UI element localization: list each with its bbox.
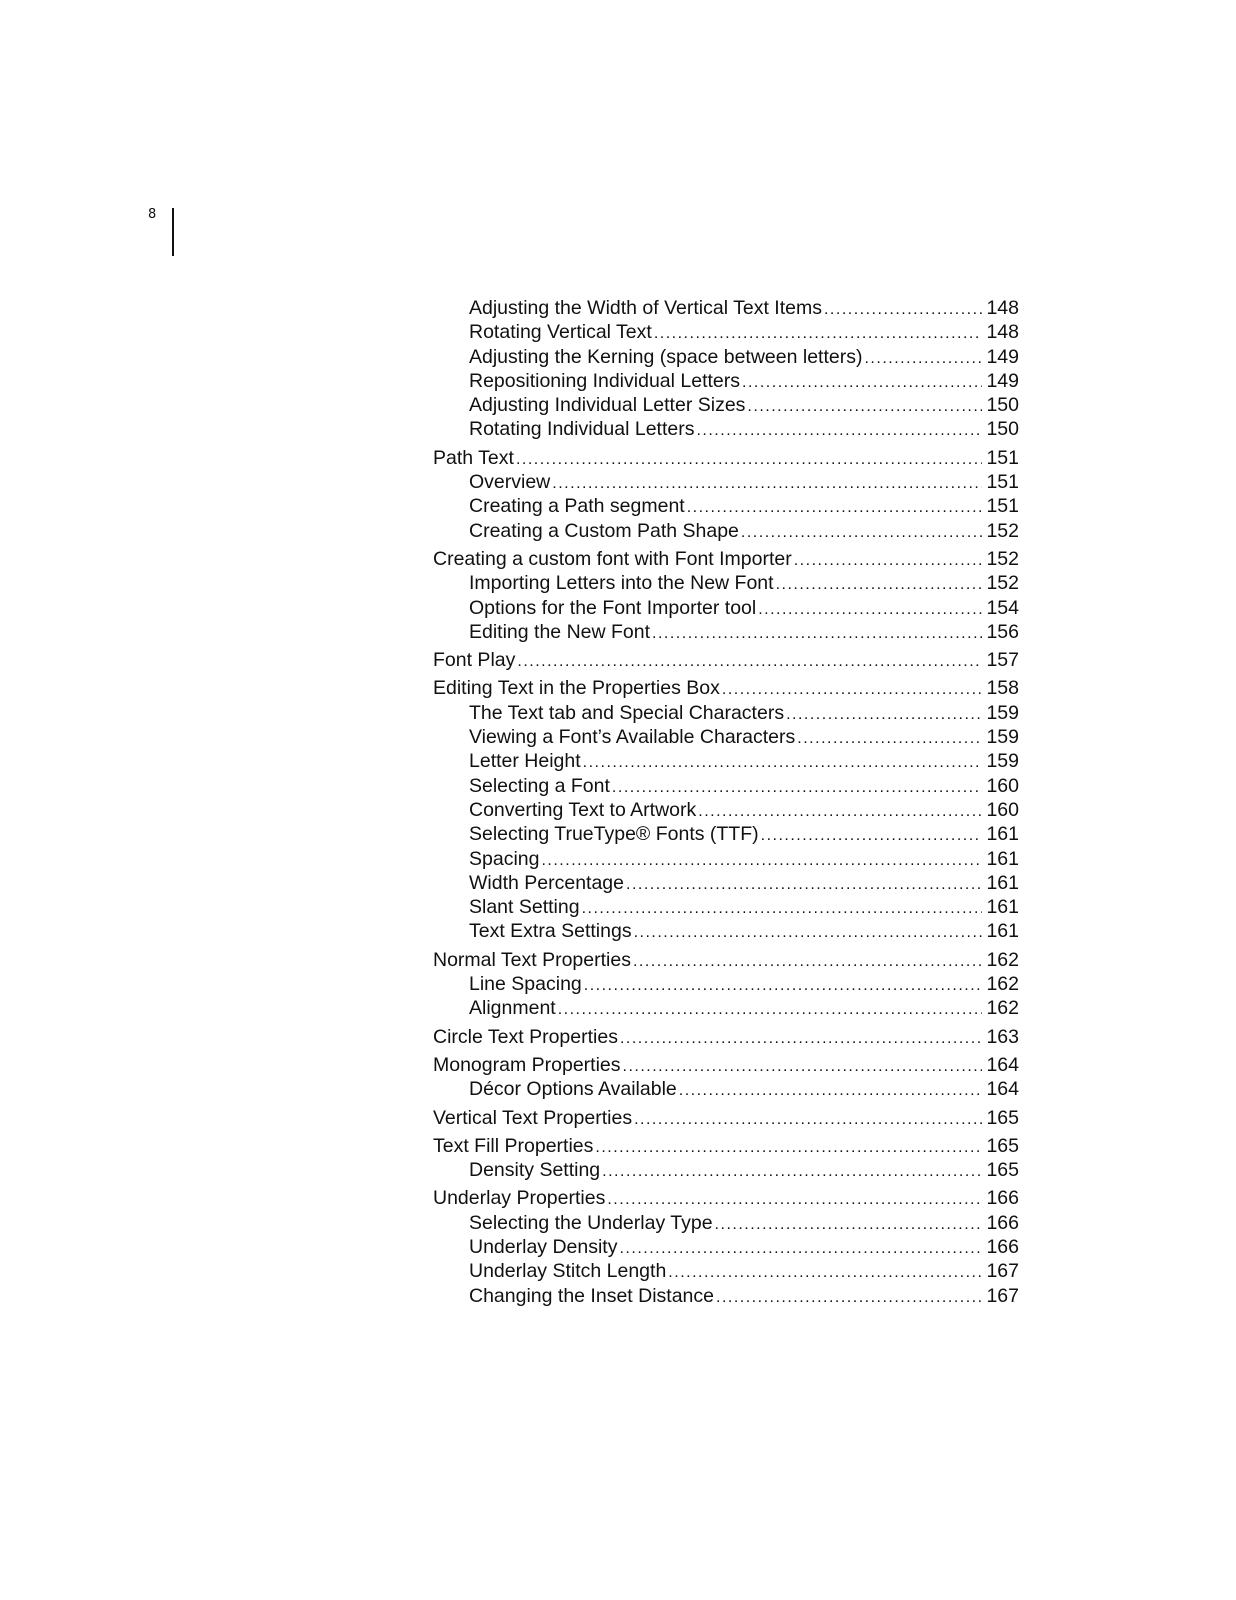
toc-entry-page-number: 166	[986, 1235, 1019, 1258]
toc-entry-page-number: 167	[986, 1260, 1019, 1283]
toc-entry	[433, 320, 1019, 344]
toc-entry	[433, 798, 1019, 822]
toc-dot-leader	[634, 1108, 982, 1132]
toc-dot-leader	[584, 974, 982, 998]
toc-entry-title: Letter Height	[469, 750, 581, 773]
toc-entry-page-number: 150	[986, 394, 1019, 417]
toc-entry-title: Changing the Inset Distance	[469, 1284, 714, 1307]
toc-entry-title: Monogram Properties	[433, 1053, 621, 1076]
toc-dot-leader	[786, 703, 982, 727]
toc-entry	[433, 948, 1019, 972]
toc-entry	[433, 369, 1019, 393]
toc-entry	[433, 847, 1019, 871]
toc-entry-title: Underlay Stitch Length	[469, 1260, 667, 1283]
toc-dot-leader	[582, 897, 982, 921]
toc-entry-page-number: 160	[986, 798, 1019, 821]
toc-entry-title: Normal Text Properties	[433, 948, 631, 971]
toc-entry	[433, 1235, 1019, 1259]
toc-entry-title: Font Play	[433, 649, 516, 672]
toc-entry-title: Width Percentage	[469, 871, 625, 894]
toc-dot-leader	[516, 448, 982, 472]
toc-entry-page-number: 158	[986, 677, 1019, 700]
toc-entry	[433, 648, 1019, 672]
toc-entry-title: Importing Letters into the New Font	[469, 572, 774, 595]
toc-entry-title: Editing Text in the Properties Box	[433, 677, 720, 700]
toc-entry-title: Slant Setting	[469, 896, 580, 919]
toc-dot-leader	[541, 849, 982, 873]
toc-dot-leader	[742, 371, 982, 395]
toc-entry-page-number: 149	[986, 369, 1019, 392]
toc-entry	[433, 701, 1019, 725]
toc-entry-title: The Text tab and Special Characters	[469, 701, 785, 724]
toc-entry-page-number: 161	[986, 920, 1019, 943]
table-of-contents	[433, 296, 1019, 1308]
toc-entry-title: Selecting the Underlay Type	[469, 1211, 713, 1234]
toc-dot-leader	[654, 322, 982, 346]
toc-entry	[433, 774, 1019, 798]
toc-entry-title: Underlay Properties	[433, 1187, 606, 1210]
toc-entry-page-number: 150	[986, 418, 1019, 441]
toc-entry-page-number: 162	[986, 948, 1019, 971]
toc-entry-page-number: 161	[986, 847, 1019, 870]
toc-dot-leader	[696, 419, 982, 443]
toc-entry-page-number: 156	[986, 620, 1019, 643]
toc-dot-leader	[794, 549, 982, 573]
toc-entry-title: Spacing	[469, 847, 540, 870]
toc-dot-leader	[715, 1213, 982, 1237]
toc-dot-leader	[607, 1188, 982, 1212]
toc-entry-title: Creating a Custom Path Shape	[469, 519, 739, 542]
toc-entry-title: Converting Text to Artwork	[469, 798, 697, 821]
toc-entry-title: Selecting TrueType® Fonts (TTF)	[469, 823, 759, 846]
toc-dot-leader	[758, 598, 982, 622]
toc-entry	[433, 519, 1019, 543]
toc-entry-page-number: 152	[986, 547, 1019, 570]
toc-entry	[433, 749, 1019, 773]
toc-entry	[433, 571, 1019, 595]
toc-dot-leader	[761, 824, 982, 848]
toc-dot-leader	[716, 1286, 982, 1310]
toc-entry-page-number: 166	[986, 1187, 1019, 1210]
toc-entry-page-number: 159	[986, 750, 1019, 773]
toc-entry	[433, 676, 1019, 700]
toc-entry	[433, 725, 1019, 749]
toc-dot-leader	[595, 1136, 982, 1160]
toc-dot-leader	[797, 727, 982, 751]
toc-entry	[433, 494, 1019, 518]
toc-entry-page-number: 151	[986, 446, 1019, 469]
toc-dot-leader	[602, 1160, 982, 1184]
toc-entry-page-number: 166	[986, 1211, 1019, 1234]
toc-dot-leader	[776, 573, 982, 597]
toc-entry	[433, 1211, 1019, 1235]
toc-entry-page-number: 165	[986, 1106, 1019, 1129]
toc-dot-leader	[722, 678, 982, 702]
toc-dot-leader	[620, 1027, 982, 1051]
toc-dot-leader	[583, 751, 982, 775]
toc-entry-title: Path Text	[433, 446, 514, 469]
toc-entry-page-number: 161	[986, 871, 1019, 894]
toc-entry	[433, 895, 1019, 919]
toc-entry-title: Selecting a Font	[469, 774, 610, 797]
toc-entry-title: Text Fill Properties	[433, 1134, 594, 1157]
toc-entry-page-number: 149	[986, 345, 1019, 368]
toc-entry	[433, 1053, 1019, 1077]
toc-entry-title: Repositioning Individual Letters	[469, 369, 741, 392]
toc-entry-title: Vertical Text Properties	[433, 1106, 633, 1129]
toc-entry-title: Creating a Path segment	[469, 495, 685, 518]
toc-entry-page-number: 152	[986, 519, 1019, 542]
toc-dot-leader	[619, 1237, 982, 1261]
toc-entry-page-number: 162	[986, 973, 1019, 996]
toc-dot-leader	[687, 496, 982, 520]
toc-entry	[433, 822, 1019, 846]
toc-entry-title: Viewing a Font’s Available Characters	[469, 726, 796, 749]
toc-entry	[433, 620, 1019, 644]
toc-entry-page-number: 161	[986, 896, 1019, 919]
toc-entry	[433, 1284, 1019, 1308]
toc-entry-title: Options for the Font Importer tool	[469, 596, 757, 619]
toc-entry	[433, 1077, 1019, 1101]
toc-dot-leader	[633, 950, 982, 974]
toc-dot-leader	[558, 998, 982, 1022]
toc-entry-title: Overview	[469, 471, 551, 494]
toc-entry	[433, 1025, 1019, 1049]
toc-entry	[433, 1158, 1019, 1182]
toc-entry	[433, 1106, 1019, 1130]
toc-entry-page-number: 164	[986, 1078, 1019, 1101]
toc-dot-leader	[668, 1261, 982, 1285]
toc-entry	[433, 596, 1019, 620]
toc-dot-leader	[652, 622, 982, 646]
toc-entry	[433, 417, 1019, 441]
toc-dot-leader	[623, 1055, 983, 1079]
toc-entry	[433, 919, 1019, 943]
toc-entry-title: Adjusting the Kerning (space between letters)	[469, 345, 863, 368]
toc-entry-title: Adjusting the Width of Vertical Text Items	[469, 297, 822, 319]
toc-dot-leader	[698, 800, 982, 824]
toc-entry-page-number: 159	[986, 726, 1019, 749]
toc-entry-page-number: 163	[986, 1025, 1019, 1048]
toc-dot-leader	[626, 873, 982, 897]
toc-entry	[433, 1259, 1019, 1283]
toc-entry	[433, 345, 1019, 369]
toc-dot-leader	[741, 521, 982, 545]
toc-entry	[433, 470, 1019, 494]
toc-entry	[433, 296, 1019, 320]
page-number: 8	[148, 207, 157, 222]
toc-entry	[433, 996, 1019, 1020]
toc-dot-leader	[552, 472, 982, 496]
toc-entry-title: Alignment	[469, 997, 556, 1020]
toc-entry-page-number: 164	[986, 1053, 1019, 1076]
toc-entry-title: Line Spacing	[469, 973, 582, 996]
toc-entry-page-number: 165	[986, 1159, 1019, 1182]
toc-entry-page-number: 151	[986, 495, 1019, 518]
toc-dot-leader	[517, 650, 982, 674]
toc-entry-page-number: 162	[986, 997, 1019, 1020]
toc-entry	[433, 547, 1019, 571]
toc-entry-page-number: 154	[986, 596, 1019, 619]
toc-dot-leader	[864, 347, 982, 371]
toc-entry-title: Rotating Individual Letters	[469, 418, 695, 441]
toc-dot-leader	[824, 298, 982, 322]
toc-entry-page-number: 148	[986, 321, 1019, 344]
toc-entry-title: Text Extra Settings	[469, 920, 632, 943]
toc-entry-page-number: 159	[986, 701, 1019, 724]
toc-entry-title: Density Setting	[469, 1159, 601, 1182]
toc-entry-title: Underlay Density	[469, 1235, 618, 1258]
page-number-rule	[172, 208, 174, 256]
toc-entry-title: Adjusting Individual Letter Sizes	[469, 394, 746, 417]
toc-entry-page-number: 167	[986, 1284, 1019, 1307]
toc-entry-page-number: 160	[986, 774, 1019, 797]
toc-entry-page-number: 151	[986, 471, 1019, 494]
toc-entry-title: Rotating Vertical Text	[469, 321, 652, 344]
toc-dot-leader	[612, 776, 982, 800]
toc-dot-leader	[679, 1079, 982, 1103]
toc-entry	[433, 1134, 1019, 1158]
toc-dot-leader	[747, 395, 982, 419]
toc-entry-page-number: 157	[986, 649, 1019, 672]
toc-entry-title: Décor Options Available	[469, 1078, 677, 1101]
toc-entry-page-number: 165	[986, 1134, 1019, 1157]
toc-entry-title: Editing the New Font	[469, 620, 651, 643]
toc-entry	[433, 393, 1019, 417]
toc-entry-title: Creating a custom font with Font Importer	[433, 547, 792, 570]
toc-dot-leader	[634, 921, 982, 945]
toc-entry-page-number: 148	[986, 297, 1019, 319]
toc-entry-page-number: 161	[986, 823, 1019, 846]
toc-entry	[433, 446, 1019, 470]
toc-entry	[433, 1186, 1019, 1210]
toc-entry	[433, 972, 1019, 996]
toc-entry-page-number: 152	[986, 572, 1019, 595]
toc-entry	[433, 871, 1019, 895]
toc-entry-title: Circle Text Properties	[433, 1025, 618, 1048]
